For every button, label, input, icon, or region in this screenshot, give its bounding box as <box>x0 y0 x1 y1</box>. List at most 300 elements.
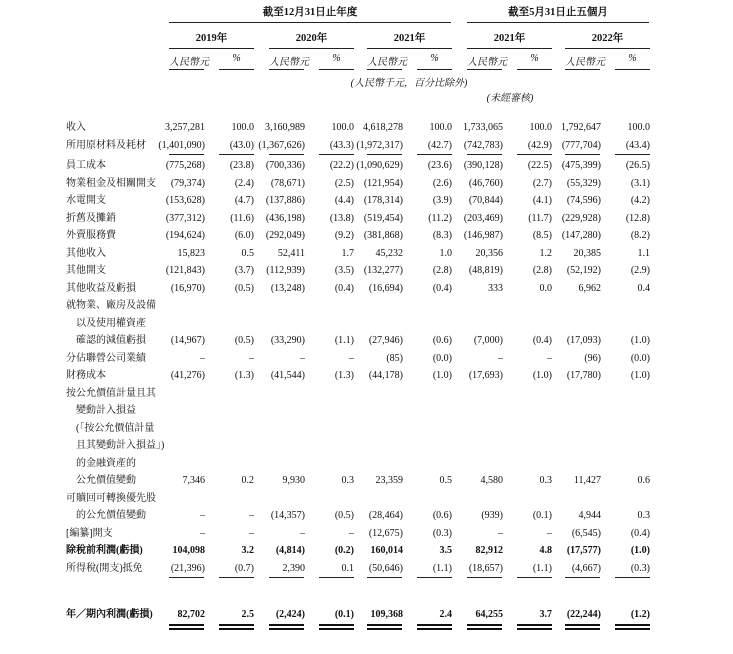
percent-cell: (26.5) <box>625 160 650 171</box>
percent-cell: (1.0) <box>630 545 650 556</box>
amount-cell: (742,783) <box>463 139 503 151</box>
percent-column-header: % <box>332 53 341 64</box>
double-underline <box>615 624 650 630</box>
table-row <box>0 542 733 560</box>
amount-cell: (85) <box>386 352 403 364</box>
percent-cell: (1.3) <box>334 370 354 381</box>
row-label: 其他收入 <box>66 247 106 259</box>
amount-cell: (137,886) <box>265 195 305 206</box>
unaudited-note: (未經審核) <box>486 93 534 104</box>
percent-cell: (0.0) <box>630 352 650 364</box>
year-header: 2020年 <box>295 33 328 44</box>
amount-cell: (74,596) <box>566 195 601 206</box>
amount-cell: 45,232 <box>375 247 403 259</box>
amount-cell: (13,248) <box>270 282 305 294</box>
percent-cell: (1.1) <box>432 562 452 574</box>
amount-cell: (28,464) <box>368 510 403 521</box>
column-rule <box>367 69 402 70</box>
row-label: 員工成本 <box>66 160 106 171</box>
amount-cell: 82,912 <box>475 545 503 556</box>
row-label: 變動計入損益 <box>76 405 136 416</box>
percent-cell: (4.1) <box>532 195 552 206</box>
amount-cell: (27,946) <box>368 335 403 346</box>
underline <box>517 154 552 155</box>
percent-cell: (2.8) <box>532 265 552 276</box>
amount-cell: (132,277) <box>363 265 403 276</box>
amount-cell: – <box>200 352 205 364</box>
amount-cell: (377,312) <box>165 212 205 224</box>
table-row <box>0 560 733 607</box>
percent-cell: – <box>249 352 254 364</box>
percent-cell: (42.9) <box>527 139 552 151</box>
percent-cell: – <box>249 527 254 539</box>
column-rule <box>417 69 452 70</box>
percent-cell: – <box>249 510 254 521</box>
percent-cell: (1.0) <box>630 370 650 381</box>
percent-cell: 3.5 <box>439 545 452 556</box>
table-row <box>0 192 733 210</box>
percent-cell: (2.8) <box>432 265 452 276</box>
amount-cell: (44,178) <box>368 370 403 381</box>
amount-cell: (194,624) <box>165 230 205 241</box>
amount-cell: (18,657) <box>468 562 503 574</box>
underline <box>269 154 304 155</box>
percent-cell: (22.2) <box>329 160 354 171</box>
amount-cell: 104,098 <box>172 545 205 556</box>
amount-cell: 2,390 <box>282 562 305 574</box>
percent-cell: 100.0 <box>231 122 254 133</box>
percent-cell: (1.1) <box>532 562 552 574</box>
percent-cell: – <box>547 527 552 539</box>
amount-cell: (146,987) <box>463 230 503 241</box>
amount-cell: (41,276) <box>170 370 205 381</box>
amount-cell: (121,954) <box>363 177 403 189</box>
row-label: 除稅前利潤(虧損) <box>66 545 143 556</box>
percent-cell: (0.3) <box>432 527 452 539</box>
underline <box>615 154 650 155</box>
amount-cell: (203,469) <box>463 212 503 224</box>
table-row <box>0 119 733 137</box>
percent-column-header: % <box>628 53 637 64</box>
amount-cell: (178,314) <box>363 195 403 206</box>
row-label: 的公允價值變動 <box>76 510 146 521</box>
amount-column-header: 人民幣元 <box>467 57 507 68</box>
percent-cell: (43.4) <box>625 139 650 151</box>
percent-cell: (23.6) <box>427 160 452 171</box>
double-underline <box>219 624 254 630</box>
amount-cell: (1,401,090) <box>158 139 205 151</box>
amount-cell: (519,454) <box>363 212 403 224</box>
row-label: 按公允價值計量且其 <box>66 387 156 399</box>
table-row <box>0 245 733 263</box>
amount-cell: (475,399) <box>561 160 601 171</box>
unit-note: (人民幣千元，百分比除外) <box>350 78 468 89</box>
table-row <box>0 280 733 298</box>
row-label: 水電開支 <box>66 195 106 206</box>
amount-cell: 20,356 <box>475 247 503 259</box>
column-rule <box>319 69 354 70</box>
percent-cell: 0.1 <box>341 562 354 574</box>
amount-cell: (777,704) <box>561 139 601 151</box>
amount-cell: (16,970) <box>170 282 205 294</box>
percent-cell: 1.0 <box>439 247 452 259</box>
amount-cell: (55,329) <box>566 177 601 189</box>
row-label: 物業租金及相關開支 <box>66 177 156 189</box>
amount-cell: (16,694) <box>368 282 403 294</box>
amount-cell: (2,424) <box>275 609 305 620</box>
double-underline <box>367 624 402 630</box>
row-label: 公允價值變動 <box>76 475 136 486</box>
year-header: 2021年 <box>393 33 426 44</box>
column-rule <box>565 69 600 70</box>
percent-cell: (0.3) <box>630 562 650 574</box>
percent-cell: (0.4) <box>532 335 552 346</box>
percent-cell: (8.3) <box>432 230 452 241</box>
amount-cell: (7,000) <box>473 335 503 346</box>
percent-cell: 100.0 <box>331 122 354 133</box>
percent-cell: 4.8 <box>539 545 552 556</box>
percent-cell: 0.3 <box>539 475 552 486</box>
double-underline <box>169 624 204 630</box>
amount-cell: 15,823 <box>177 247 205 259</box>
amount-cell: (12,675) <box>368 527 403 539</box>
amount-cell: 9,930 <box>282 475 305 486</box>
amount-cell: (33,290) <box>270 335 305 346</box>
amount-cell: (21,396) <box>170 562 205 574</box>
percent-cell: 0.4 <box>637 282 650 294</box>
year-rule <box>467 48 552 49</box>
amount-column-header: 人民幣元 <box>565 57 605 68</box>
column-rule <box>219 69 254 70</box>
underline <box>467 577 502 578</box>
amount-cell: – <box>200 527 205 539</box>
income-statement-table <box>0 119 733 632</box>
row-label: 所用原材料及耗材 <box>66 139 146 151</box>
percent-cell: (0.6) <box>432 335 452 346</box>
percent-cell: (1.2) <box>630 609 650 620</box>
amount-cell: – <box>498 527 503 539</box>
underline <box>319 577 354 578</box>
percent-cell: (2.4) <box>234 177 254 189</box>
percent-cell: (11.6) <box>230 212 254 224</box>
table-row <box>0 525 733 543</box>
row-label: 分佔聯營公司業績 <box>66 352 146 364</box>
amount-cell: 1,792,647 <box>561 122 601 133</box>
amount-cell: – <box>498 352 503 364</box>
percent-cell: (1.0) <box>630 335 650 346</box>
amount-cell: (4,814) <box>275 545 305 556</box>
amount-cell: (70,844) <box>468 195 503 206</box>
percent-cell: (8.5) <box>532 230 552 241</box>
underline <box>565 154 600 155</box>
amount-cell: (79,374) <box>170 177 205 189</box>
underline <box>169 154 204 155</box>
amount-cell: (775,268) <box>165 160 205 171</box>
column-rule <box>169 69 204 70</box>
row-label: 財務成本 <box>66 370 106 381</box>
double-underline <box>565 624 600 630</box>
amount-cell: (78,671) <box>270 177 305 189</box>
row-label: (「按公允價值計量 <box>76 422 155 434</box>
year-rule <box>269 48 354 49</box>
column-rule <box>517 69 552 70</box>
table-row <box>0 490 733 525</box>
amount-cell: (41,544) <box>270 370 305 381</box>
percent-cell: (43.3) <box>329 139 354 151</box>
row-label: 所得稅(開支)抵免 <box>66 562 143 574</box>
table-row <box>0 367 733 385</box>
amount-cell: – <box>200 510 205 521</box>
underline <box>219 154 254 155</box>
amount-cell: (46,760) <box>468 177 503 189</box>
year-rule <box>169 48 254 49</box>
amount-cell: 333 <box>488 282 503 294</box>
amount-cell: 11,427 <box>573 475 601 486</box>
row-label: 折舊及攤銷 <box>66 212 116 224</box>
percent-cell: (3.5) <box>334 265 354 276</box>
percent-cell: 100.0 <box>429 122 452 133</box>
amount-cell: (1,367,626) <box>258 139 305 151</box>
amount-cell: 3,257,281 <box>165 122 205 133</box>
row-label: 且其變動計入損益」) <box>76 440 165 451</box>
percent-cell: (0.5) <box>234 282 254 294</box>
row-label: 可贖回可轉換優先股 <box>66 492 156 504</box>
amount-cell: (292,049) <box>265 230 305 241</box>
amount-column-header: 人民幣元 <box>169 57 209 68</box>
table-row <box>0 175 733 193</box>
amount-cell: (22,244) <box>566 609 601 620</box>
double-underline <box>517 624 552 630</box>
amount-cell: (17,780) <box>566 370 601 381</box>
amount-cell: (939) <box>481 510 503 521</box>
percent-column-header: % <box>232 53 241 64</box>
percent-cell: (0.4) <box>630 527 650 539</box>
table-row <box>0 210 733 228</box>
percent-cell: (3.9) <box>432 195 452 206</box>
amount-cell: – <box>300 527 305 539</box>
amount-cell: (17,693) <box>468 370 503 381</box>
row-label: [編纂]開支 <box>66 527 113 539</box>
underline <box>517 577 552 578</box>
amount-cell: 3,160,989 <box>265 122 305 133</box>
percent-cell: – <box>547 352 552 364</box>
amount-cell: 4,580 <box>480 475 503 486</box>
percent-cell: – <box>349 527 354 539</box>
amount-cell: 4,944 <box>578 510 601 521</box>
amount-cell: 160,014 <box>370 545 403 556</box>
amount-cell: 1,733,065 <box>463 122 503 133</box>
row-label: 年／期內利潤(虧損) <box>66 609 153 620</box>
amount-cell: 4,618,278 <box>363 122 403 133</box>
percent-cell: 0.0 <box>539 282 552 294</box>
percent-cell: 0.2 <box>241 475 254 486</box>
percent-column-header: % <box>530 53 539 64</box>
group-header-five-months: 截至5月31日止五個月 <box>508 7 608 18</box>
amount-cell: 23,359 <box>375 475 403 486</box>
percent-column-header: % <box>430 53 439 64</box>
amount-cell: (17,577) <box>566 545 601 556</box>
year-header: 2019年 <box>195 33 228 44</box>
percent-cell: 1.7 <box>341 247 354 259</box>
amount-cell: – <box>300 352 305 364</box>
amount-cell: (700,336) <box>265 160 305 171</box>
year-header: 2021年 <box>493 33 526 44</box>
amount-cell: (229,928) <box>561 212 601 224</box>
percent-cell: (43.0) <box>229 139 254 151</box>
percent-cell: (42.7) <box>427 139 452 151</box>
row-label: 其他開支 <box>66 265 106 276</box>
underline <box>417 577 452 578</box>
amount-column-header: 人民幣元 <box>367 57 407 68</box>
underline <box>565 577 600 578</box>
percent-cell: (2.6) <box>432 177 452 189</box>
amount-cell: (112,939) <box>266 265 305 276</box>
percent-cell: 0.5 <box>439 475 452 486</box>
percent-cell: 3.7 <box>539 609 552 620</box>
percent-cell: 100.0 <box>529 122 552 133</box>
amount-cell: (96) <box>584 352 601 364</box>
underline <box>169 577 204 578</box>
double-underline <box>467 624 502 630</box>
percent-cell: (0.1) <box>334 609 354 620</box>
group-header-fiscal-year: 截至12月31日止年度 <box>262 7 358 18</box>
underline <box>269 577 304 578</box>
underline <box>319 154 354 155</box>
percent-cell: 2.4 <box>439 609 452 620</box>
percent-cell: 3.2 <box>241 545 254 556</box>
table-row <box>0 297 733 350</box>
amount-cell: 82,702 <box>177 609 205 620</box>
percent-cell: (4.4) <box>334 195 354 206</box>
column-rule <box>467 69 502 70</box>
amount-cell: (436,198) <box>265 212 305 224</box>
percent-cell: (3.1) <box>630 177 650 189</box>
percent-cell: (6.0) <box>234 230 254 241</box>
percent-cell: 1.1 <box>637 247 650 259</box>
amount-cell: (147,280) <box>561 230 601 241</box>
percent-cell: (0.1) <box>532 510 552 521</box>
amount-cell: (4,667) <box>571 562 601 574</box>
percent-cell: (2.7) <box>532 177 552 189</box>
amount-cell: 64,255 <box>475 609 503 620</box>
percent-cell: 1.2 <box>539 247 552 259</box>
percent-cell: 100.0 <box>627 122 650 133</box>
amount-cell: (52,192) <box>566 265 601 276</box>
amount-cell: (6,545) <box>571 527 601 539</box>
amount-cell: (153,628) <box>165 195 205 206</box>
percent-cell: (0.4) <box>334 282 354 294</box>
percent-cell: (4.2) <box>630 195 650 206</box>
table-row <box>0 262 733 280</box>
underline <box>467 154 502 155</box>
row-label: 的金融資產的 <box>76 457 136 469</box>
underline <box>615 577 650 578</box>
amount-cell: (14,967) <box>170 335 205 346</box>
amount-cell: (50,646) <box>368 562 403 574</box>
row-label: 確認的減值虧損 <box>76 335 146 346</box>
table-row <box>0 350 733 368</box>
percent-cell: (0.4) <box>432 282 452 294</box>
table-row <box>0 157 733 175</box>
percent-cell: (0.2) <box>334 545 354 556</box>
double-underline <box>417 624 452 630</box>
underline <box>219 577 254 578</box>
year-header: 2022年 <box>591 33 624 44</box>
percent-cell: (0.5) <box>234 335 254 346</box>
percent-cell: 0.5 <box>241 247 254 259</box>
row-label: 其他收益及虧損 <box>66 282 136 294</box>
percent-cell: (23.8) <box>229 160 254 171</box>
amount-cell: 109,368 <box>370 609 403 620</box>
percent-cell: (0.6) <box>432 510 452 521</box>
percent-cell: (2.9) <box>630 265 650 276</box>
percent-cell: (3.7) <box>234 265 254 276</box>
underline <box>417 154 452 155</box>
amount-cell: (1,090,629) <box>356 160 403 171</box>
percent-cell: (11.2) <box>428 212 452 224</box>
percent-cell: (9.2) <box>334 230 354 241</box>
underline <box>367 154 402 155</box>
amount-cell: 6,962 <box>578 282 601 294</box>
column-rule <box>269 69 304 70</box>
year-rule <box>367 48 452 49</box>
percent-cell: (0.0) <box>432 352 452 364</box>
percent-cell: – <box>349 352 354 364</box>
double-underline <box>319 624 354 630</box>
amount-cell: (14,357) <box>270 510 305 521</box>
row-label: 就物業、廠房及設備 <box>66 300 156 311</box>
column-rule <box>615 69 650 70</box>
amount-cell: (17,093) <box>566 335 601 346</box>
row-label: 收入 <box>66 122 86 133</box>
amount-cell: (1,972,317) <box>356 139 403 151</box>
table-row <box>0 385 733 490</box>
table-row <box>0 606 733 632</box>
amount-cell: (390,128) <box>463 160 503 171</box>
row-label: 外賣服務費 <box>66 230 116 241</box>
percent-cell: 2.5 <box>241 609 254 620</box>
percent-cell: (0.5) <box>334 510 354 521</box>
table-row <box>0 137 733 158</box>
amount-cell: (381,868) <box>363 230 403 241</box>
table-row <box>0 227 733 245</box>
percent-cell: (2.5) <box>334 177 354 189</box>
group-rule <box>169 22 451 23</box>
percent-cell: (1.0) <box>532 370 552 381</box>
percent-cell: 0.3 <box>341 475 354 486</box>
percent-cell: (0.7) <box>234 562 254 574</box>
percent-cell: (22.5) <box>527 160 552 171</box>
percent-cell: (12.8) <box>625 212 650 224</box>
amount-cell: 20,385 <box>573 247 601 259</box>
row-label: 以及使用權資產 <box>76 317 146 329</box>
percent-cell: 0.6 <box>637 475 650 486</box>
year-rule <box>565 48 650 49</box>
percent-cell: 0.3 <box>637 510 650 521</box>
percent-cell: (1.0) <box>432 370 452 381</box>
percent-cell: (8.2) <box>630 230 650 241</box>
amount-cell: 7,346 <box>182 475 205 486</box>
percent-cell: (11.7) <box>528 212 552 224</box>
group-rule <box>467 22 649 23</box>
percent-cell: (1.3) <box>234 370 254 381</box>
percent-cell: (13.8) <box>329 212 354 224</box>
amount-cell: 52,411 <box>277 247 305 259</box>
amount-cell: (48,819) <box>468 265 503 276</box>
underline <box>367 577 402 578</box>
amount-column-header: 人民幣元 <box>269 57 309 68</box>
double-underline <box>269 624 304 630</box>
